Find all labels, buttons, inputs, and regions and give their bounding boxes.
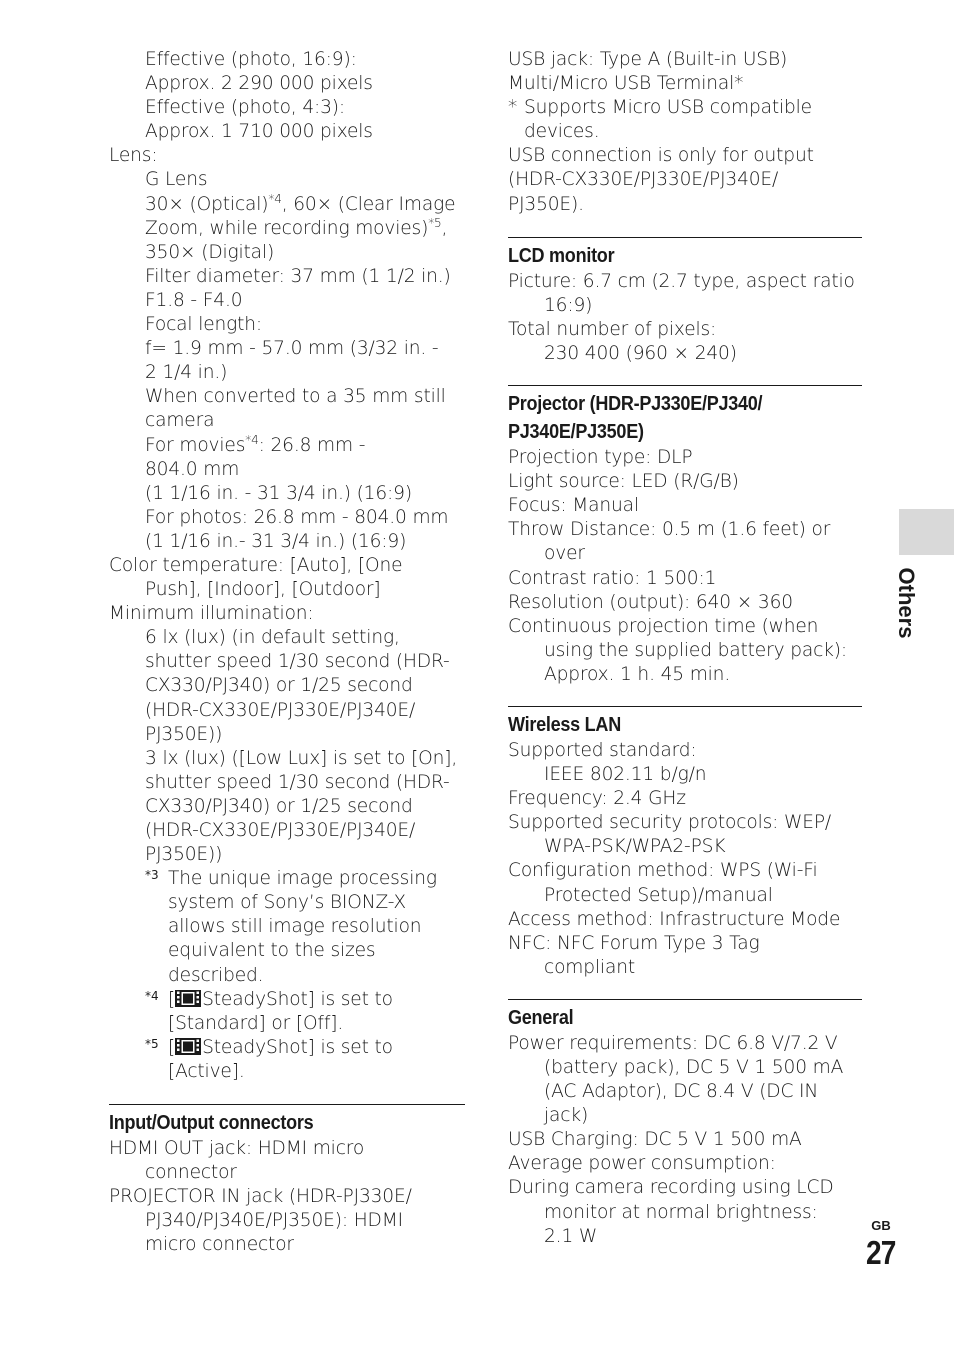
page-number: 27 [866,1234,896,1271]
zoom-line [109,193,465,217]
zoom-clear: , 60× (Clear Image [281,193,456,215]
for-movies-value: 804.0 mm [145,458,240,480]
multi-usb: Multi/Micro USB Terminal* [508,73,744,95]
contrast-ratio: Contrast ratio: 1 500:1 [508,567,717,589]
section-divider [109,1104,465,1105]
wlan-standard-label: Supported standard: [508,739,697,761]
footnote-ref: *4 [268,191,282,206]
projector-in: micro connector [145,1234,294,1256]
sensor-line: Approx. 2 290 000 pixels [145,73,373,95]
zoom-comma: , [441,217,448,239]
illumination-line: PJ350E)) [145,723,223,745]
projection-type: Projection type: DLP [508,447,693,469]
footnote-text: equivalent to the sizes [168,940,376,962]
asterisk-mark: * [508,97,518,119]
footnote-text: described. [168,964,264,986]
for-movies-value: : 26.8 mm - [258,434,366,456]
footnote-text: The unique image processing [168,868,437,890]
projector-in: PJ340/PJ340E/PJ350E): HDMI [145,1210,403,1232]
footnote-mark: *5 [145,1036,159,1051]
section-title-projector: Projector (HDR-PJ330E/PJ340/ [508,392,763,416]
section-divider [508,999,862,1000]
wlan-standard-value: IEEE 802.11 b/g/n [544,764,707,786]
lcd-picture: 16:9) [544,294,593,316]
for-photos: For photos: 26.8 mm - 804.0 mm [145,506,449,528]
usb-charging: USB Charging: DC 5 V 1 500 mA [508,1129,802,1151]
hdmi-out: HDMI OUT jack: HDMI micro [109,1138,365,1160]
wlan-nfc: NFC: NFC Forum Type 3 Tag [508,932,760,954]
footnote-3 [145,867,465,987]
sensor-line: Approx. 1 710 000 pixels [145,121,373,143]
usb-output: (HDR-CX330E/PJ330E/PJ340E/ [508,169,779,191]
section-divider [508,385,862,386]
illumination-line: CX330/PJ340) or 1/25 second [145,795,413,817]
converted-text: camera [145,410,215,432]
hdmi-out: connector [145,1162,237,1184]
zoom-digital: 350× (Digital) [145,241,275,263]
illumination-line: (HDR-CX330E/PJ330E/PJ340E/ [145,820,416,841]
power-requirements: Power requirements: DC 6.8 V/7.2 V [508,1032,838,1054]
footnote-text: [Active]. [168,1060,245,1082]
footnote-text [168,1036,465,1060]
illumination-line: shutter speed 1/30 second (HDR- [145,651,450,673]
footnote-text [168,988,465,1012]
bracket: [ [168,1036,176,1058]
wlan-config: Configuration method: WPS (Wi-Fi [508,860,818,882]
projection-time: using the supplied battery pack): [544,639,848,661]
section-divider [508,706,862,707]
lcd-pixels-label: Total number of pixels: [508,318,717,340]
usb-output: PJ350E). [508,193,584,215]
lcd-pixels-value: 230 400 (960 × 240) [544,342,737,364]
projector-in: PROJECTOR IN jack (HDR-PJ330E/ [109,1186,412,1208]
section-title-wireless-lan: Wireless LAN [508,712,621,736]
movie-mode-icon [175,990,201,1007]
illumination-line: 6 lx (lux) (in default setting, [145,627,400,649]
footnote-text: system of Sony’s BIONZ-X [168,892,406,914]
section-title-projector: PJ340E/PJ350E) [508,420,644,444]
power-during-recording: During camera recording using LCD [508,1177,834,1199]
focus: Focus: Manual [508,495,639,517]
wlan-access: Access method: Infrastructure Mode [508,908,841,930]
color-temperature: Push], [Indoor], [Outdoor] [145,579,381,601]
footnote-4 [145,988,465,1036]
power-requirements: (AC Adaptor), DC 8.4 V (DC IN [544,1081,819,1103]
left-column [109,48,465,1258]
region-code: GB [871,1218,891,1233]
power-requirements: (battery pack), DC 5 V 1 500 mA [544,1057,844,1078]
power-during-recording: 2.1 W [544,1225,598,1247]
illumination-line: PJ350E)) [145,844,223,866]
footnote-ref: *5 [428,215,442,230]
power-during-recording: monitor at normal brightness: [544,1201,818,1223]
illumination-line: shutter speed 1/30 second (HDR- [145,771,450,793]
wlan-frequency: Frequency: 2.4 GHz [508,788,686,810]
sensor-line: Effective (photo, 4:3): [145,97,346,119]
min-illumination-label: Minimum illumination: [109,603,314,625]
steadyshot-text: SteadyShot] is set to [202,1036,393,1058]
projection-time: Continuous projection time (when [508,615,819,637]
zoom-line [109,217,465,241]
filter-diameter: Filter diameter: 37 mm (1 1/2 in.) [145,265,451,287]
throw-distance: Throw Distance: 0.5 m (1.6 feet) or [508,519,831,541]
movie-mode-icon [175,1038,201,1055]
wlan-security: WPA-PSK/WPA2-PSK [544,836,726,858]
resolution: Resolution (output): 640 × 360 [508,591,793,613]
section-title-lcd: LCD monitor [508,243,615,267]
color-temperature: Color temperature: [Auto], [One [109,554,403,576]
for-photos: (1 1/16 in.- 31 3/4 in.) (16:9) [145,530,407,552]
footnote-mark: *3 [145,868,159,883]
usb-output: USB connection is only for output [508,145,814,167]
illumination-line: CX330/PJ340) or 1/25 second [145,675,413,697]
light-source: Light source: LED (R/G/B) [508,471,739,493]
right-column [508,48,862,1249]
focal-length-label: Focal length: [145,314,263,336]
power-requirements: jack) [544,1105,589,1127]
for-movies-line [109,434,465,458]
usb-jack: USB jack: Type A (Built-in USB) [508,49,788,70]
for-movies-value: (1 1/16 in. - 31 3/4 in.) (16:9) [145,482,412,504]
for-movies-label: For movies [145,434,246,456]
section-divider [508,237,862,238]
sensor-line: Effective (photo, 16:9): [145,49,357,70]
illumination-line: (HDR-CX330E/PJ330E/PJ340E/ [145,699,416,721]
section-tab [899,509,954,555]
steadyshot-text: SteadyShot] is set to [202,988,393,1010]
illumination-line: 3 lx (lux) ([Low Lux] is set to [On], [145,747,458,769]
asterisk-text: devices. [524,121,600,143]
section-title-general: General [508,1005,574,1029]
zoom-optical: 30× (Optical) [145,193,269,215]
bracket: [ [168,988,176,1010]
wlan-security: Supported security protocols: WEP/ [508,812,832,834]
asterisk-note [508,96,862,144]
avg-power-label: Average power consumption: [508,1153,776,1175]
footnote-text: allows still image resolution [168,916,422,938]
focal-length-value: 2 1/4 in.) [145,362,228,384]
section-title-input-output: Input/Output connectors [109,1111,314,1135]
focal-length-value: f= 1.9 mm - 57.0 mm (3/32 in. - [145,338,439,360]
aperture: F1.8 - F4.0 [145,289,243,311]
footnote-ref: *4 [245,432,259,447]
lens-name: G Lens [145,169,208,191]
lens-label: Lens: [109,145,158,167]
zoom-clear-cont: Zoom, while recording movies) [145,217,429,239]
wlan-nfc: compliant [544,956,635,978]
throw-distance: over [544,543,585,565]
projection-time: Approx. 1 h. 45 min. [544,663,731,685]
asterisk-text: Supports Micro USB compatible [524,97,812,119]
wlan-config: Protected Setup)/manual [544,884,773,906]
footnote-5 [145,1036,465,1084]
footnote-mark: *4 [145,988,159,1003]
footnote-text: [Standard] or [Off]. [168,1012,344,1034]
converted-text: When converted to a 35 mm still [145,386,446,408]
side-section-label: Others [894,567,919,639]
lcd-picture: Picture: 6.7 cm (2.7 type, aspect ratio [508,270,855,292]
